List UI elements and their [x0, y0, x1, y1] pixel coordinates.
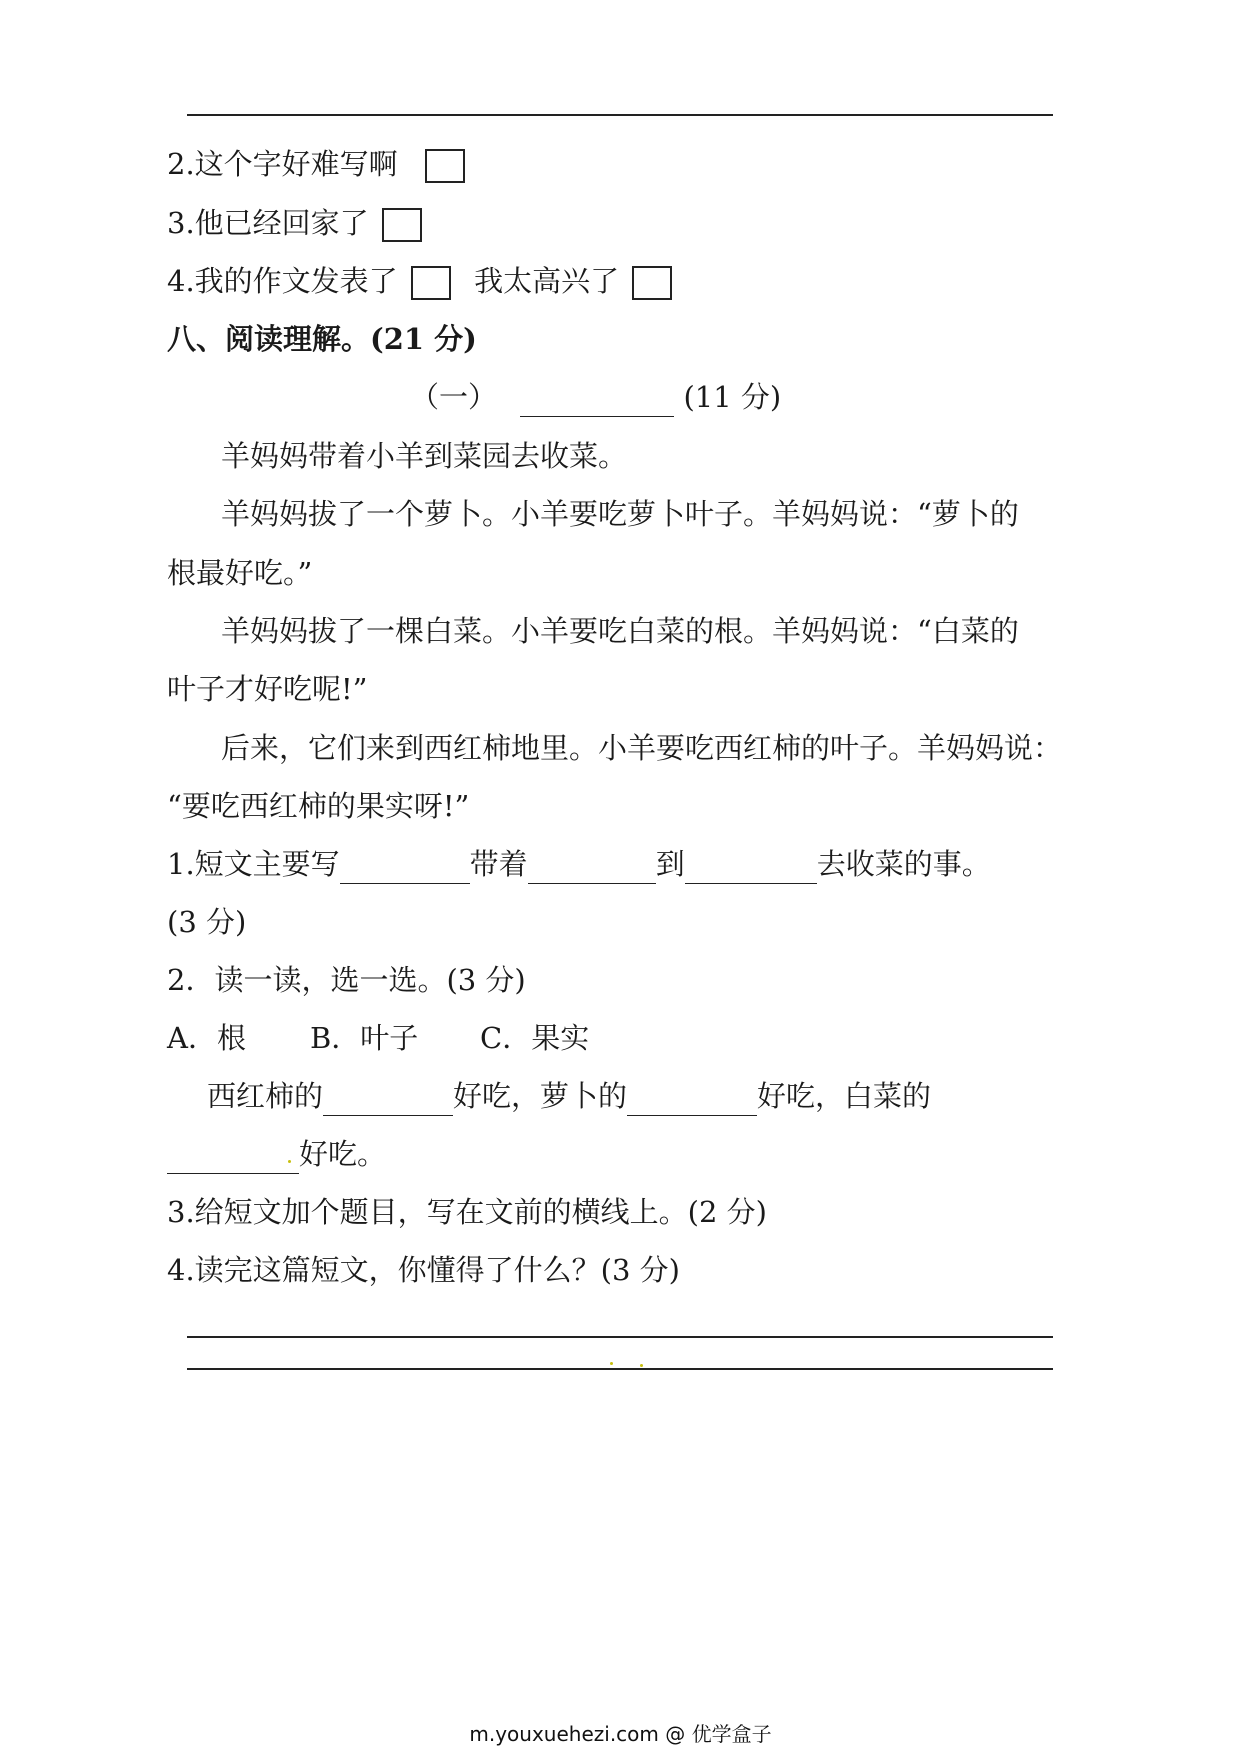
- question-3: 3.给短文加个题目，写在文前的横线上。(2 分): [167, 1195, 767, 1229]
- passage-p1: 羊妈妈带着小羊到菜园去收菜。: [221, 439, 628, 473]
- item-2: 2.这个字好难写啊: [167, 144, 465, 184]
- answer-box-2[interactable]: [425, 149, 465, 183]
- scan-speck: [640, 1364, 643, 1367]
- question-4: 4.读完这篇短文，你懂得了什么？(3 分): [167, 1253, 680, 1287]
- q1-blank-1[interactable]: [340, 853, 470, 884]
- scan-speck: [288, 1160, 291, 1163]
- passage-p4-line2: “要吃西红柿的果实呀!”: [167, 789, 470, 823]
- question-2-fill-line2: 好吃。: [167, 1134, 386, 1174]
- title-blank[interactable]: [520, 386, 674, 417]
- question-2-fill-line1: 西红柿的 好吃，萝卜的 好吃，白菜的: [207, 1076, 931, 1116]
- answer-box-4a[interactable]: [411, 266, 451, 300]
- q2-blank-1[interactable]: [323, 1085, 453, 1116]
- q2-blank-2[interactable]: [627, 1085, 757, 1116]
- answer-box-3[interactable]: [382, 208, 422, 242]
- q1-blank-3[interactable]: [685, 853, 817, 884]
- item-3: 3.他已经回家了: [167, 203, 422, 243]
- question-2-prompt: 2．读一读，选一选。(3 分): [167, 963, 526, 997]
- scan-speck: [610, 1362, 613, 1365]
- question-1-score: (3 分): [167, 905, 247, 939]
- footer-watermark: m.youxuehezi.com @ 优学盒子: [469, 1722, 772, 1746]
- top-rule: [187, 114, 1053, 116]
- passage-p2-line1: 羊妈妈拔了一个萝卜。小羊要吃萝卜叶子。羊妈妈说：“萝卜的: [221, 497, 1019, 531]
- item-4: 4.我的作文发表了 我太高兴了: [167, 261, 672, 301]
- passage-p2-line2: 根最好吃。”: [167, 556, 313, 590]
- question-2-option-b: B．叶子: [310, 1021, 419, 1055]
- passage-p4-line1: 后来，它们来到西红柿地里。小羊要吃西红柿的叶子。羊妈妈说：: [221, 731, 1063, 765]
- q1-blank-2[interactable]: [528, 853, 656, 884]
- question-2-option-a: A．根: [167, 1021, 246, 1055]
- answer-line-1[interactable]: [187, 1336, 1053, 1338]
- answer-box-4b[interactable]: [632, 266, 672, 300]
- section-heading: 八、阅读理解。(21 分): [167, 322, 477, 356]
- passage-title-line: （一） (11 分): [410, 377, 781, 417]
- passage-p3-line1: 羊妈妈拔了一棵白菜。小羊要吃白菜的根。羊妈妈说：“白菜的: [221, 614, 1019, 648]
- q2-blank-3[interactable]: [167, 1143, 299, 1174]
- answer-line-2[interactable]: [187, 1368, 1053, 1370]
- question-1: 1.短文主要写 带着 到 去收菜的事。: [167, 844, 991, 884]
- question-2-option-c: C．果实: [480, 1021, 590, 1055]
- passage-p3-line2: 叶子才好吃呢!”: [167, 672, 368, 706]
